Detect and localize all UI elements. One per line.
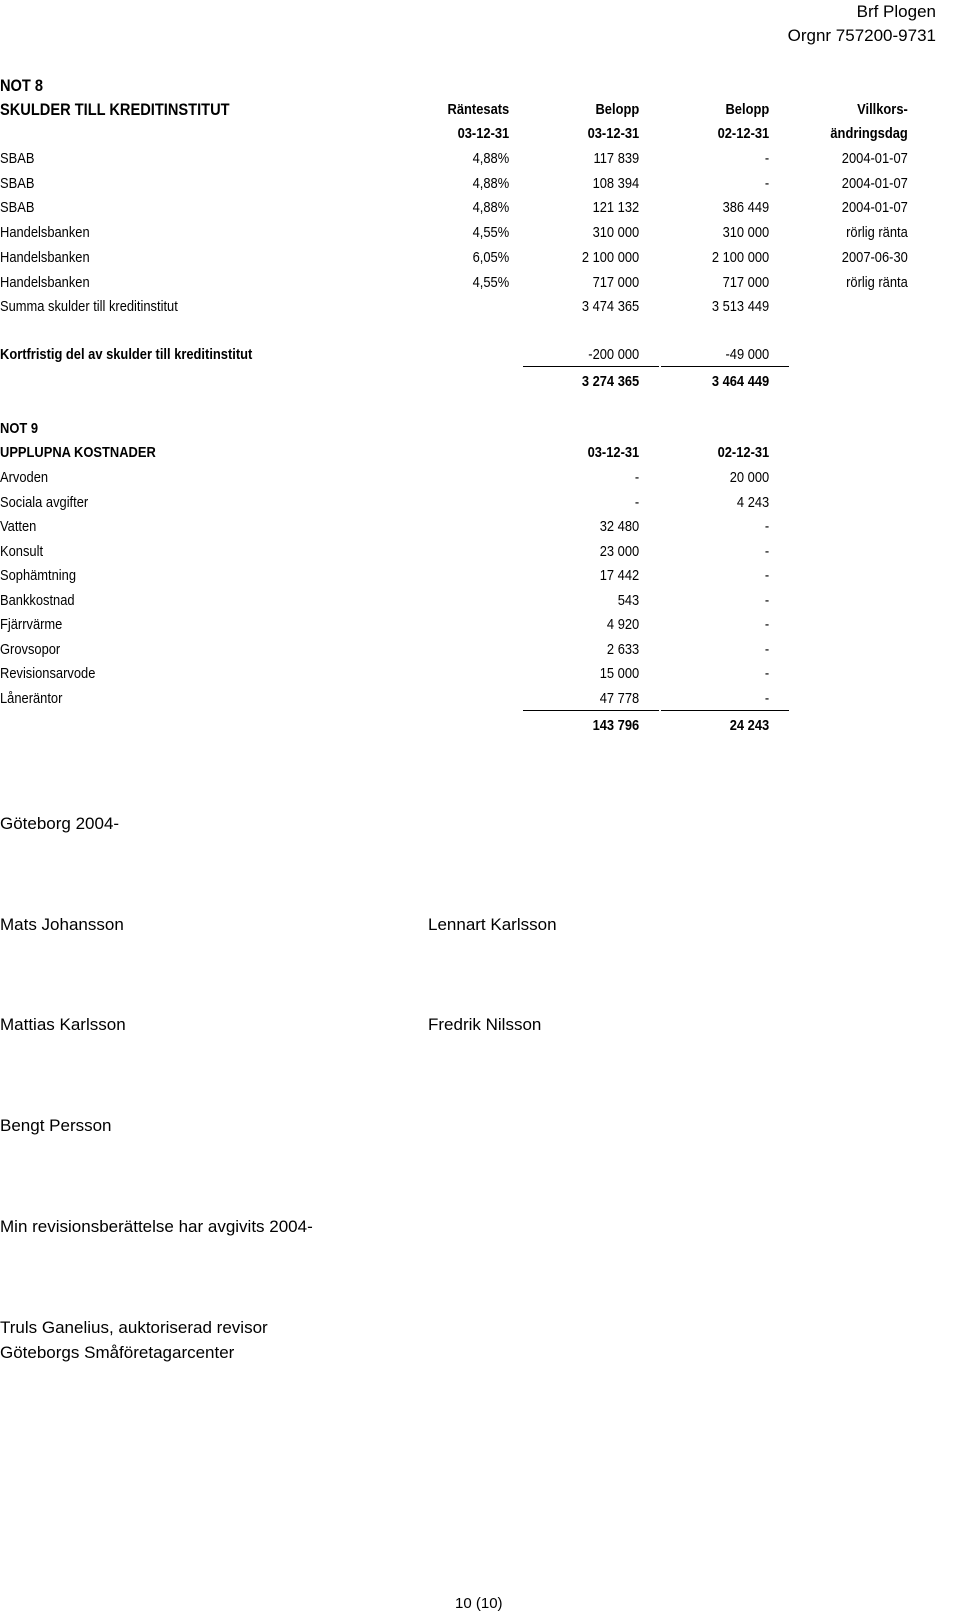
- note9-title: UPPLUPNA KOSTNADER: [0, 444, 156, 461]
- row-name: Arvoden: [0, 469, 49, 486]
- note8-short-belopp03: -200 000: [588, 346, 640, 363]
- note9-header-02: 02-12-31: [717, 444, 770, 461]
- row-date: 2007-06-30: [841, 249, 908, 266]
- row-value02: -: [764, 690, 770, 707]
- note8-subheader-date: ändringsdag: [830, 125, 908, 142]
- auditor-firm: Göteborgs Småföretagarcenter: [0, 1343, 235, 1362]
- note9-total-rule-03: [523, 710, 659, 711]
- note8-header-rate: Räntesats: [447, 101, 510, 118]
- row-name: SBAB: [0, 175, 35, 192]
- org-number: Orgnr 757200-9731: [787, 26, 936, 45]
- row-value02: -: [764, 592, 770, 609]
- row-name: Sophämtning: [0, 567, 77, 584]
- row-name: Grovsopor: [0, 641, 61, 658]
- row-name: Konsult: [0, 543, 44, 560]
- row-name: Revisionsarvode: [0, 665, 96, 682]
- signer-2: Lennart Karlsson: [428, 915, 557, 934]
- row-value02: -: [764, 567, 770, 584]
- note8-title: SKULDER TILL KREDITINSTITUT: [0, 100, 230, 119]
- row-belopp03: 121 132: [592, 199, 640, 216]
- place-date: Göteborg 2004-: [0, 814, 120, 833]
- row-rate: 4,55%: [472, 224, 510, 241]
- row-value03: -: [634, 494, 640, 511]
- row-value03: 17 442: [599, 567, 640, 584]
- row-date: 2004-01-07: [841, 150, 908, 167]
- row-name: SBAB: [0, 150, 35, 167]
- note8-subheader-rate: 03-12-31: [457, 125, 510, 142]
- row-belopp02: -: [764, 175, 770, 192]
- row-value03: 15 000: [599, 665, 640, 682]
- row-rate: 4,88%: [472, 175, 510, 192]
- row-name: Bankkostnad: [0, 592, 75, 609]
- auditor-name: Truls Ganelius, auktoriserad revisor: [0, 1318, 268, 1337]
- row-value02: -: [764, 641, 770, 658]
- note8-sum-belopp03: 3 474 365: [581, 298, 640, 315]
- row-date: rörlig ränta: [846, 224, 908, 241]
- note8-total-rule-03: [523, 366, 659, 367]
- note9-total-rule-02: [661, 710, 789, 711]
- company-name: Brf Plogen: [856, 2, 936, 21]
- audit-statement: Min revisionsberättelse har avgivits 2004-: [0, 1217, 313, 1236]
- note8-header-villkors: Villkors-: [857, 101, 908, 118]
- row-belopp02: -: [764, 150, 770, 167]
- note9-total-value03: 143 796: [592, 717, 640, 734]
- row-date: 2004-01-07: [841, 199, 908, 216]
- row-belopp03: 2 100 000: [581, 249, 640, 266]
- note8-label: NOT 8: [0, 76, 44, 95]
- row-value03: 4 920: [606, 616, 640, 633]
- row-name: Handelsbanken: [0, 249, 90, 266]
- row-value03: 47 778: [599, 690, 640, 707]
- row-belopp03: 108 394: [592, 175, 640, 192]
- note8-short-belopp02: -49 000: [725, 346, 770, 363]
- row-value03: 2 633: [606, 641, 640, 658]
- row-name: Sociala avgifter: [0, 494, 89, 511]
- note9-header-03: 03-12-31: [587, 444, 640, 461]
- row-rate: 4,88%: [472, 199, 510, 216]
- row-date: 2004-01-07: [841, 175, 908, 192]
- note8-short-label: Kortfristig del av skulder till kreditinstitut: [0, 346, 253, 363]
- note8-subheader-belopp03: 03-12-31: [587, 125, 640, 142]
- row-value03: 23 000: [599, 543, 640, 560]
- note8-sum-belopp02: 3 513 449: [711, 298, 770, 315]
- note8-total-belopp03: 3 274 365: [581, 373, 640, 390]
- row-belopp03: 310 000: [592, 224, 640, 241]
- note8-total-belopp02: 3 464 449: [711, 373, 770, 390]
- row-value03: 32 480: [599, 518, 640, 535]
- page-number: 10 (10): [455, 1595, 503, 1612]
- row-belopp02: 386 449: [722, 199, 770, 216]
- signer-1: Mats Johansson: [0, 915, 124, 934]
- row-value03: -: [634, 469, 640, 486]
- note8-header-belopp03: Belopp: [595, 101, 640, 118]
- row-name: Handelsbanken: [0, 224, 90, 241]
- row-rate: 4,88%: [472, 150, 510, 167]
- row-belopp02: 310 000: [722, 224, 770, 241]
- row-value02: -: [764, 518, 770, 535]
- row-value02: 4 243: [736, 494, 770, 511]
- row-value02: 20 000: [729, 469, 770, 486]
- row-rate: 6,05%: [472, 249, 510, 266]
- row-belopp03: 717 000: [592, 274, 640, 291]
- row-belopp03: 117 839: [593, 150, 640, 167]
- note8-total-rule-02: [661, 366, 789, 367]
- note8-sum-label: Summa skulder till kreditinstitut: [0, 298, 178, 315]
- note8-header-belopp02: Belopp: [725, 101, 770, 118]
- row-value02: -: [764, 665, 770, 682]
- row-name: Låneräntor: [0, 690, 63, 707]
- row-name: Fjärrvärme: [0, 616, 63, 633]
- row-value02: -: [764, 543, 770, 560]
- note9-total-value02: 24 243: [729, 717, 770, 734]
- row-belopp02: 2 100 000: [711, 249, 770, 266]
- row-belopp02: 717 000: [722, 274, 770, 291]
- row-name: Vatten: [0, 518, 37, 535]
- note8-subheader-belopp02: 02-12-31: [717, 125, 770, 142]
- signer-4: Fredrik Nilsson: [428, 1015, 542, 1034]
- row-date: rörlig ränta: [846, 274, 908, 291]
- row-value02: -: [764, 616, 770, 633]
- row-name: SBAB: [0, 199, 35, 216]
- row-name: Handelsbanken: [0, 274, 90, 291]
- signer-3: Mattias Karlsson: [0, 1015, 126, 1034]
- signer-5: Bengt Persson: [0, 1116, 112, 1135]
- note9-label: NOT 9: [0, 420, 39, 437]
- row-rate: 4,55%: [472, 274, 510, 291]
- row-value03: 543: [617, 592, 640, 609]
